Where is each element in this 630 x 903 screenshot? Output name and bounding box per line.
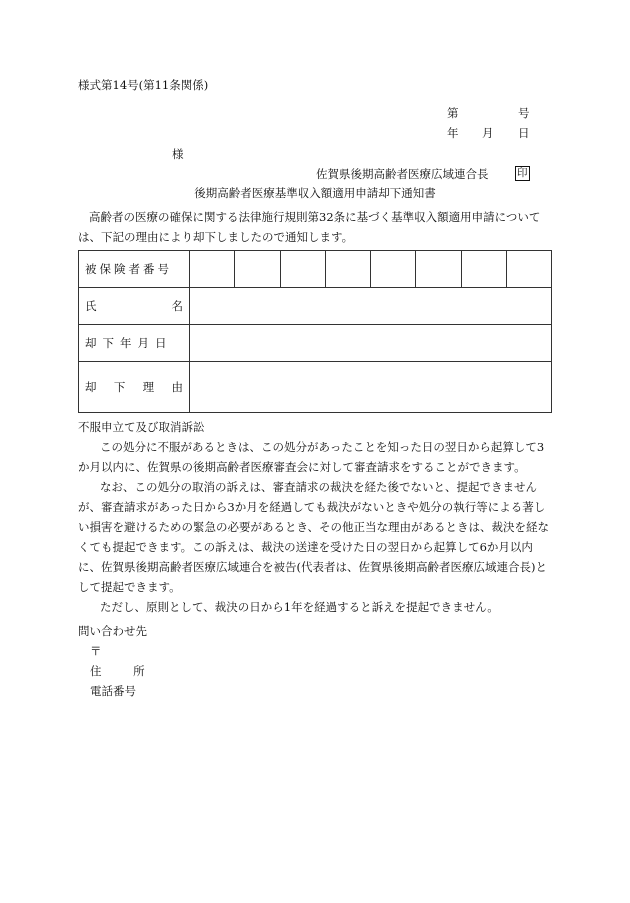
day-label: 日 — [518, 126, 530, 140]
reason-label-cell — [79, 362, 190, 413]
digit-cell — [280, 251, 325, 288]
reason-row — [79, 362, 552, 413]
addressee-suffix: 様 — [172, 147, 184, 161]
number-prefix: 第 — [447, 106, 459, 120]
appeal-body — [78, 437, 554, 617]
reason-label-char: 下 — [113, 380, 126, 394]
reason-value-cell — [190, 362, 552, 413]
address-label: 住 所 — [90, 664, 159, 678]
reason-label-char: 理 — [142, 380, 155, 394]
rejection-date-label: 却下年月日 — [85, 336, 173, 350]
name-value-cell — [190, 288, 552, 325]
document-title: 後期高齢者医療基準収入額適用申請却下通知書 — [194, 186, 436, 200]
name-label-1: 氏 — [85, 299, 97, 313]
reason-label-char: 却 — [85, 380, 97, 394]
appeal-paragraph-2: なお、この処分の取消の訴えは、審査請求の裁決を経た後でないと、提起できませんが、審査請求があった日から3か月を経過しても裁決がないときや処分の執行等による著しい損害を避けるための緊急の必要があるとき、その他正当な理由があるときは、裁決を経なくても提起できます。この訴えは、裁決の送達を受けた日の翌日から起算して6か月以内に、佐賀県後期高齢者医療広域連合を被告(代表者は、佐賀県後期高齢者医療広域連合長)として提起できます。 — [78, 480, 550, 594]
appeal-paragraph-1: この処分に不服があるときは、この処分があったことを知った日の翌日から起算して3か月以内に、佐賀県の後期高齢者医療審査会に対して審査請求をすることができます。 — [78, 440, 545, 474]
digit-cell — [190, 251, 235, 288]
rejection-date-label-cell — [79, 325, 190, 362]
intro-paragraph — [78, 207, 558, 247]
number-suffix: 号 — [518, 106, 530, 120]
issuer-name: 佐賀県後期高齢者医療広域連合長 — [316, 167, 489, 181]
rejection-info-table — [78, 250, 552, 413]
digit-cell — [371, 251, 416, 288]
contact-heading: 問い合わせ先 — [78, 624, 147, 638]
form-number: 様式第14号(第11条関係) — [78, 78, 209, 92]
name-label-cell — [79, 288, 190, 325]
intro-text: 高齢者の医療の確保に関する法律施行規則第32条に基づく基準収入額適用申請については、下記の理由により却下しましたので通知します。 — [78, 210, 541, 244]
digit-cell — [461, 251, 506, 288]
digit-cell — [416, 251, 461, 288]
insured-number-label: 被保険者番号 — [85, 262, 172, 276]
postal-mark: 〒 — [90, 644, 102, 658]
phone-label: 電話番号 — [90, 684, 136, 698]
rejection-date-row — [79, 325, 552, 362]
name-label-2: 名 — [171, 299, 183, 313]
insured-number-row — [79, 251, 552, 288]
appeal-paragraph-3: ただし、原則として、裁決の日から1年を経過すると訴えを提起できません。 — [100, 600, 499, 614]
digit-cell — [506, 251, 551, 288]
month-label: 月 — [482, 126, 494, 140]
rejection-date-value-cell — [190, 325, 552, 362]
digit-cell — [325, 251, 370, 288]
reason-label-char: 由 — [171, 380, 183, 394]
digit-cell — [235, 251, 280, 288]
year-label: 年 — [447, 126, 459, 140]
insured-number-label-cell — [79, 251, 190, 288]
name-row — [79, 288, 552, 325]
appeal-heading: 不服申立て及び取消訴訟 — [78, 420, 205, 434]
seal-mark: 印 — [517, 167, 528, 179]
